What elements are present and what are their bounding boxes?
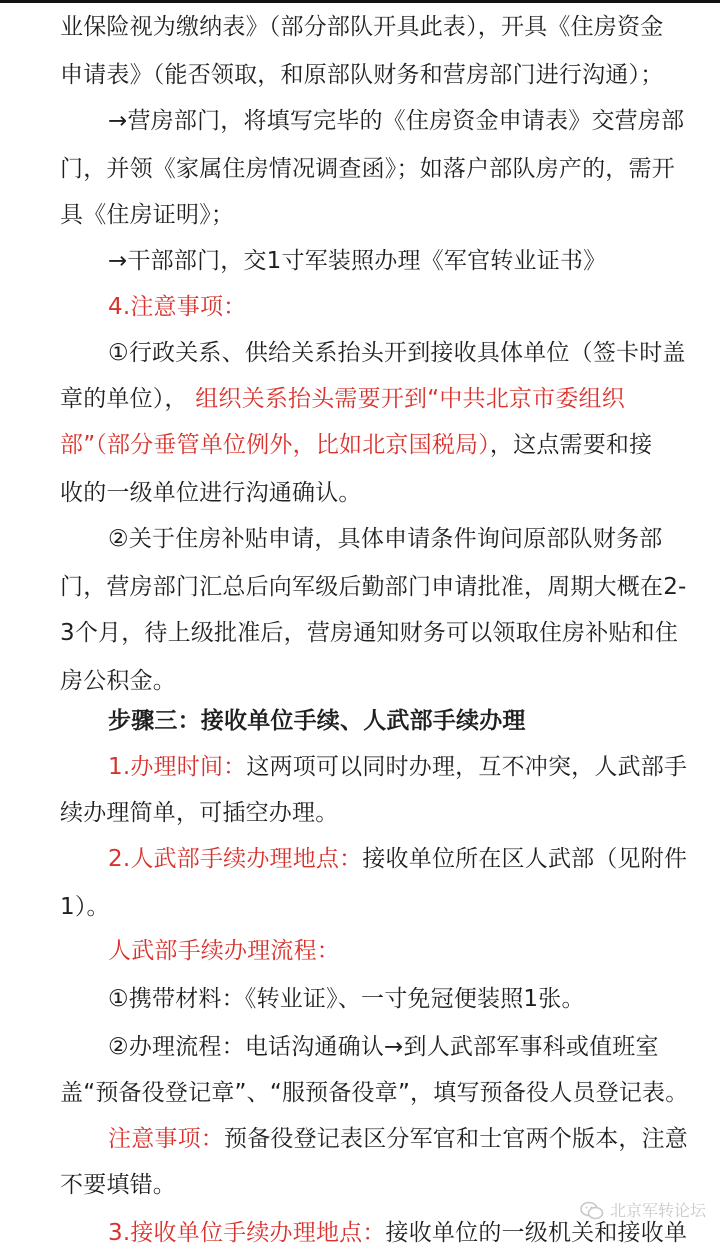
text-line (0, 610, 720, 656)
body-text: ，这点需要和接 (489, 432, 653, 458)
body-text: ①携带材料：《转业证》、一寸免冠便装照1张。 (108, 986, 585, 1012)
body-text: 预备役登记表区分军官和士官两个版本，注意 (224, 1126, 688, 1152)
text-line (0, 884, 720, 930)
highlight-text: 注意事项： (108, 1126, 224, 1152)
body-text: 接收单位所在区人武部（见附件 (362, 846, 688, 872)
body-text: ①行政关系、供给关系抬头开到接收具体单位（签卡时盖 (108, 340, 686, 366)
text-line (0, 284, 720, 330)
body-text: 这两项可以同时办理，互不冲突，人武部手 (246, 754, 688, 780)
body-text: 收的一级单位进行沟通确认。 (60, 480, 362, 506)
text-line (0, 1116, 720, 1162)
highlight-text: 人武部手续办理流程： (108, 938, 340, 964)
body-text: 申请表》（能否领取，和原部队财务和营房部门进行沟通）； (60, 62, 664, 88)
highlight-text: 部”（部分垂管单位例外，比如北京国税局） (60, 432, 490, 458)
text-line (0, 976, 720, 1022)
text-line (0, 238, 720, 284)
text-line (0, 52, 720, 98)
text-line (0, 98, 720, 144)
body-text: 门，营房部门汇总后向军级后勤部门申请批准，周期大概在2- (60, 574, 687, 600)
body-text: 接收单位的一级机关和接收单 (385, 1220, 688, 1246)
text-line (0, 1070, 720, 1116)
watermark-text: 北京军转论坛 (609, 1201, 706, 1220)
text-line (0, 516, 720, 562)
text-line (0, 422, 720, 468)
body-text: →营房部门，将填写完毕的《住房资金申请表》交营房部 (108, 108, 685, 134)
top-divider (0, 0, 720, 3)
body-text: →干部部门，交1寸军装照办理《军官转业证书》 (108, 248, 607, 274)
text-line (0, 376, 720, 422)
text-line (0, 4, 720, 50)
body-text: 业保险视为缴纳表》（部分部队开具此表），开具《住房资金 (60, 14, 664, 40)
text-line (0, 928, 720, 974)
body-text: 门，并领《家属住房情况调查函》；如落户部队房产的，需开 (60, 156, 675, 182)
body-text: 具《住房证明》； (60, 202, 235, 228)
text-line (0, 744, 720, 790)
text-line (0, 470, 720, 516)
body-text: ②关于住房补贴申请，具体申请条件询问原部队财务部 (108, 526, 663, 552)
highlight-text: 组织关系抬头需要开到“中共北京市委组织 (195, 386, 625, 412)
section-heading: 步骤三：接收单位手续、人武部手续办理 (108, 708, 526, 734)
text-line (0, 836, 720, 882)
highlight-text: 4.注意事项： (108, 294, 247, 320)
highlight-text: 1.办理时间： (108, 754, 247, 780)
highlight-text: 2.人武部手续办理地点： (108, 846, 363, 872)
wechat-icon (580, 1201, 604, 1221)
body-text: 房公积金。 (60, 668, 176, 694)
body-text: 章的单位）， (60, 386, 196, 412)
text-line (0, 698, 720, 744)
text-line (0, 1024, 720, 1070)
body-text: 3个月，待上级批准后，营房通知财务可以领取住房补贴和住 (60, 620, 679, 646)
text-line (0, 192, 720, 238)
text-line (0, 790, 720, 836)
body-text: 1）。 (60, 894, 110, 920)
body-text: 盖“预备役登记章”、“服预备役章”，填写预备役人员登记表。 (60, 1080, 689, 1106)
body-text: ②办理流程：电话沟通确认→到人武部军事科或值班室 (108, 1034, 659, 1060)
text-line (0, 146, 720, 192)
watermark (580, 1196, 706, 1226)
body-text: 续办理简单，可插空办理。 (60, 800, 339, 826)
text-line (0, 330, 720, 376)
body-text: 不要填错。 (60, 1172, 176, 1198)
highlight-text: 3.接收单位手续办理地点： (108, 1220, 386, 1246)
text-line (0, 564, 720, 610)
